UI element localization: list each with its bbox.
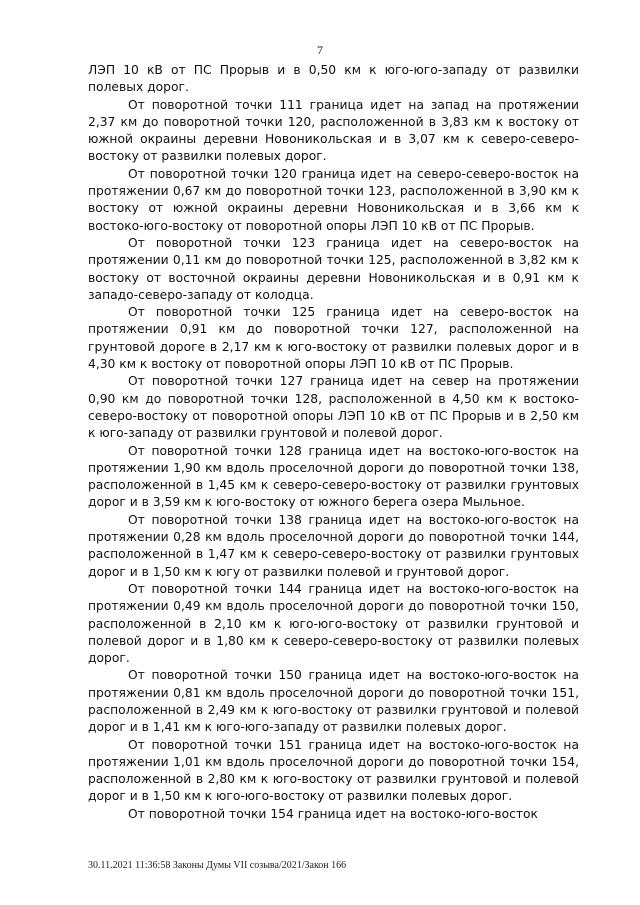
- paragraph: От поворотной точки 111 граница идет на запад на протяжении 2,37 км до поворотной точки 120, расположенной в 3,83 км к востоку от южной окраины деревни Новоникольская и в 3,07 км к северо-северо-востоку от развилки полевых дорог.: [88, 97, 579, 164]
- paragraph: От поворотной точки 125 граница идет на северо-восток на протяжении 0,91 км до поворотной точки 127, расположенной на грунтовой дороге в 2,17 км к юго-востоку от развилки полевых дорог и в 4,30 км к востоку от поворотной опоры ЛЭП 10 кВ от ПС Прорыв.: [88, 305, 579, 372]
- paragraph: От поворотной точки 123 граница идет на северо-восток на протяжении 0,11 км до поворотной точки 125, расположенной в 3,82 км к востоку от восточной окраины деревни Новоникольская и в 0,91 км к западо-северо-западу от колодца.: [88, 235, 579, 302]
- paragraph: От поворотной точки 150 граница идет на востоко-юго-восток на протяжении 0,81 км вдоль проселочной дороги до поворотной точки 151, расположенной в 2,49 км к юго-востоку от развилки грунтовой и полевой дорог и в 1,41 км к юго-юго-западу от развилки полевых дорог.: [88, 668, 579, 735]
- page-number: 7: [317, 43, 323, 57]
- paragraph: ЛЭП 10 кВ от ПС Прорыв и в 0,50 км к юго-юго-западу от развилки полевых дорог.: [88, 63, 579, 95]
- paragraph: От поворотной точки 144 граница идет на востоко-юго-восток на протяжении 0,49 км вдоль проселочной дороги до поворотной точки 150, расположенной в 2,10 км к юго-юго-востоку от развилки грунтовой и полевой дорог и в 1,80 км к северо-северо-востоку от развилки полевых дорог.: [88, 581, 579, 666]
- paragraph: От поворотной точки 154 граница идет на востоко-юго-восток: [128, 806, 538, 821]
- document-body: [88, 62, 579, 823]
- paragraph: От поворотной точки 151 граница идет на востоко-юго-восток на протяжении 1,01 км вдоль проселочной дороги до поворотной точки 154, расположенной в 2,80 км к юго-востоку от развилки грунтовой и полевой дорог и в 1,50 км к юго-юго-востоку от развилки полевых дорог.: [88, 737, 579, 804]
- paragraph: От поворотной точки 138 граница идет на востоко-юго-восток на протяжении 0,28 км вдоль проселочной дороги до поворотной точки 144, расположенной в 1,47 км к северо-северо-востоку от развилки грунтовых дорог и в 1,50 км к югу от развилки полевой и грунтовой дорог.: [88, 512, 579, 579]
- document-footer: 30.11.2021 11:36:58 Законы Думы VII созыва/2021/Закон 166: [88, 860, 347, 871]
- paragraph: От поворотной точки 127 граница идет на север на протяжении 0,90 км до поворотной точки 128, расположенной в 4,50 км к востоко-северо-востоку от поворотной опоры ЛЭП 10 кВ от ПС Прорыв и в 2,50 км к юго-западу от развилки грунтовой и полевой дорог.: [88, 374, 579, 441]
- paragraph: От поворотной точки 128 граница идет на востоко-юго-восток на протяжении 1,90 км вдоль проселочной дороги до поворотной точки 138, расположенной в 1,45 км к северо-северо-востоку от развилки грунтовых дорог и в 3,59 км к юго-востоку от южного берега озера Мыльное.: [88, 443, 579, 510]
- paragraph: От поворотной точки 120 граница идет на северо-северо-восток на протяжении 0,67 км до поворотной точки 123, расположенной в 3,90 км к востоку от южной окраины деревни Новоникольская и в 3,66 км к востоко-юго-востоку от поворотной опоры ЛЭП 10 кВ от ПС Прорыв.: [88, 166, 579, 233]
